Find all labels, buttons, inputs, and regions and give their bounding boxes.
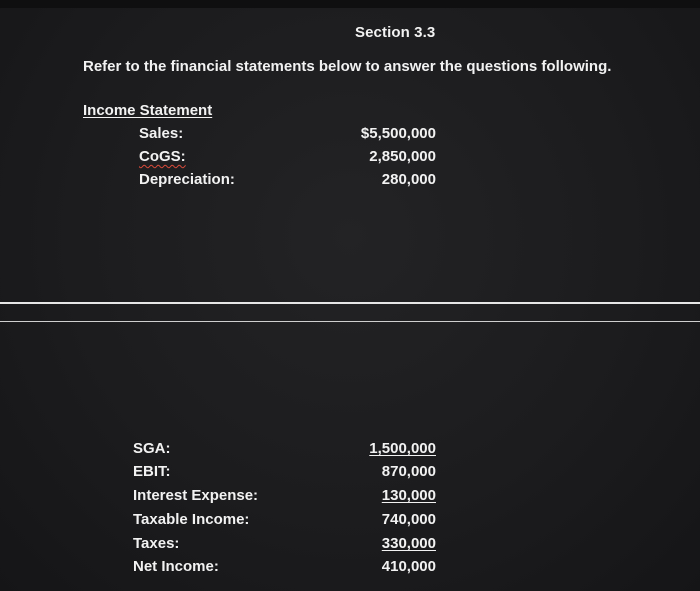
page-divider-lower: [0, 321, 700, 322]
top-edge: [0, 0, 700, 8]
sales-label: Sales:: [139, 125, 184, 142]
sga-value: [326, 440, 436, 458]
interest-expense-value-text: 130,000: [381, 487, 436, 504]
cogs-label-text: CoGS:: [139, 148, 186, 165]
section-title: Section 3.3: [355, 24, 436, 41]
sga-value-text: 1,500,000: [369, 440, 436, 457]
depreciation-value: 280,000: [381, 171, 436, 188]
cogs-label: [139, 148, 186, 166]
sales-value: $5,500,000: [360, 125, 436, 142]
taxable-income-value: 740,000: [381, 511, 436, 528]
ebit-label: EBIT:: [133, 463, 171, 480]
sga-label: SGA:: [133, 440, 171, 457]
taxes-label: Taxes:: [133, 535, 180, 552]
taxes-value: [326, 535, 436, 553]
cogs-value: 2,850,000: [369, 148, 436, 165]
taxable-income-label: Taxable Income:: [133, 511, 250, 528]
net-income-value: 410,000: [381, 558, 436, 575]
interest-expense-label: Interest Expense:: [133, 487, 259, 504]
instructions-text: Refer to the financial statements below to answer the questions following.: [83, 58, 612, 75]
ebit-value: 870,000: [381, 463, 436, 480]
interest-expense-value: [326, 487, 436, 505]
page-divider-upper: [0, 302, 700, 304]
income-statement-heading: Income Statement: [83, 102, 213, 119]
net-income-label: Net Income:: [133, 558, 219, 575]
depreciation-label: Depreciation:: [139, 171, 235, 188]
taxes-value-text: 330,000: [381, 535, 436, 552]
